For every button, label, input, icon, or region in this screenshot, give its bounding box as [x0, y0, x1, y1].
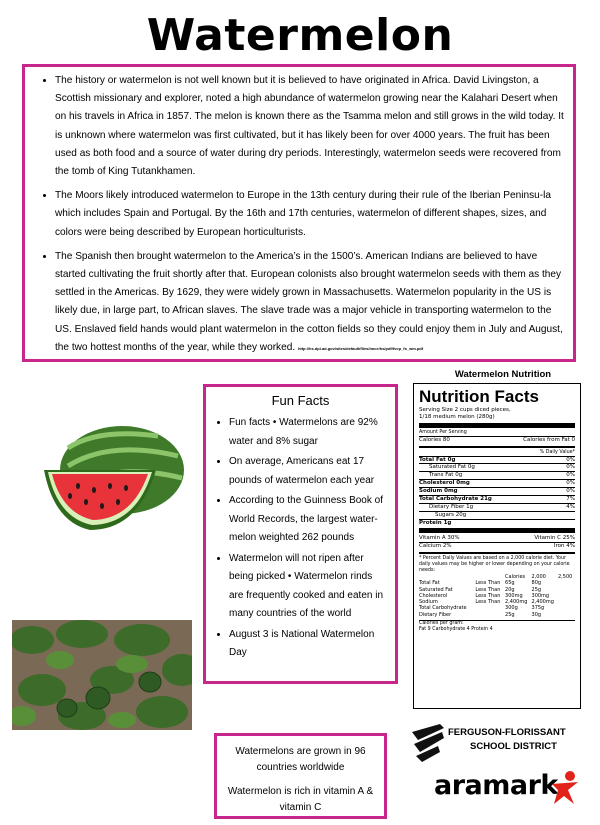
fun-facts-title: Fun Facts [271, 393, 330, 408]
table-cell: Less Than [475, 592, 501, 599]
mineral-row [419, 542, 575, 550]
history-paragraph-text: The Spanish then brought watermelon to the America’s in the 1500’s. American Indians are believed to have started cultivating the fruit shortly after that. European colonists also brought watermelon seeds with them as they settled in the Americas. By 1629, they were widely grown in Massachusetts. Watermelon popularity in the US is likely due, in large part, to African slaves. The slave trade was a major vehicle in transporting watermelon to the US. Enslaved field hands would plant watermelon in the cotton fields so they could enjoy them in July and August, the two hottest months of the year, while they worked. [55, 250, 563, 353]
serving-size-2: 1/18 medium melon (280g) [419, 413, 495, 420]
calories-from-fat: Calories from Fat 0 [523, 436, 575, 443]
grown-facts-box [214, 733, 387, 819]
nutrition-facts-title: Nutrition Facts [419, 387, 539, 406]
nutrient-dv: 0% [566, 472, 575, 479]
nutrient-dv: 0% [566, 488, 575, 495]
vitamin-c: Vitamin C 25% [534, 535, 575, 542]
fun-fact-item: • On average, Americans eat 17 pounds of watermelon each year [229, 453, 389, 490]
table-cell: 25g [505, 611, 515, 618]
school-line-2: SCHOOL DISTRICT [470, 741, 557, 752]
nutrient-label: Trans Fat 0g [429, 472, 463, 479]
fun-fact-item: • Fun facts • Watermelons are 92% water and 8% sugar [229, 414, 389, 451]
table-row-label: Total Fat [419, 580, 440, 587]
table-cell: 2,400mg [505, 599, 528, 606]
nutrient-dv: 0% [566, 480, 575, 487]
history-box [22, 64, 576, 362]
nutrient-rows [419, 456, 575, 519]
table-cell: 25g [531, 586, 542, 593]
table-cell: 65g [505, 580, 515, 587]
aramark-logo-text: aramark [434, 770, 558, 801]
nutrient-row [419, 463, 575, 471]
cal-per-gram-values: Fat 9 Carbohydrate 4 Protein 4 [419, 626, 493, 632]
nutrient-label: Total Carbohydrate 21g [419, 495, 492, 502]
history-paragraph [55, 248, 565, 358]
history-paragraph: • The Moors likely introduced watermelon to Europe in the 13th century during their rule of the Iberian Peninsu-la which includes Spain and Portugal. By the 16th and 17th centuries, watermelon of different shapes, sizes, and colors were being described by European horticulturists. [55, 187, 565, 242]
history-paragraph: • The history or watermelon is not well known but it is believed to have originated in Africa. David Livingston, a Scottish missionary and explorer, noted a high abundance of watermelon growing near the Kalahari Desert when on his travels in Africa in 1857. The melon is known there as the Tsamma melon and still grows in the wild today. It is unknown where watermelon was first cultivated, but it has likely been for over 4000 years. The fruit has been used as both food and a source of water during dry periods. Interestingly, watermelon seeds were recovered from the tomb of King Tutankhamen. [55, 72, 565, 181]
nutrient-row [419, 456, 575, 464]
table-cell: 30g [531, 611, 542, 618]
nutrition-facts-label [413, 383, 581, 709]
vitamin-a: Vitamin A 30% [419, 535, 460, 542]
table-cell: 300mg [531, 592, 550, 599]
nutrient-label: Sodium 0mg [419, 488, 458, 495]
nutrient-row [419, 503, 575, 511]
nutrient-row [419, 471, 575, 479]
history-list [33, 72, 565, 358]
nutrient-label: Total Fat 0g [419, 456, 456, 463]
protein: Protein 1g [419, 519, 452, 526]
cal-per-gram: Calories per gram: [419, 620, 575, 627]
amount-per-serving: Amount Per Serving [419, 429, 467, 435]
serving-size: Serving Size 2 cups diced pieces, [419, 407, 511, 413]
nutrient-label: Saturated Fat 0g [429, 464, 475, 471]
iron: Iron 4% [553, 543, 575, 550]
nutrient-dv: 0% [566, 464, 575, 471]
table-cell: 300g [505, 605, 518, 612]
grown-fact: Watermelons are grown in 96 countries worldwide [235, 746, 366, 773]
nutrition-heading: Watermelon Nutrition [454, 369, 552, 380]
dv-header: % Daily Value* [539, 449, 575, 455]
table-row-label: Cholesterol [419, 592, 448, 599]
table-cell: Less Than [475, 580, 501, 587]
table-cell: 300mg [505, 592, 523, 599]
table-cell: 2,400mg [531, 599, 554, 606]
vitamin-fact: Watermelon is rich in vitamin A & vitamin C [227, 786, 374, 813]
nutrient-row [419, 495, 575, 503]
nutrient-dv: 0% [566, 456, 575, 463]
table-cell [475, 612, 505, 618]
fun-facts-list [212, 414, 389, 663]
table-header-cell: 2,000 [531, 574, 546, 581]
fun-fact-item: • According to the Guinness Book of World Records, the largest water-melon weighted 262 pounds [229, 492, 389, 548]
calories: Calories 80 [419, 436, 450, 443]
nutrient-row [419, 511, 575, 519]
medium-divider [419, 552, 575, 554]
table-cell: 80g [531, 580, 542, 587]
calcium: Calcium 2% [419, 543, 452, 550]
nutrient-dv: 7% [566, 495, 575, 502]
fun-fact-item: • August 3 is National Watermelon Day [229, 626, 389, 663]
table-header-cell: 2,500 [558, 574, 573, 581]
vitamin-row [419, 535, 575, 542]
page-title: Watermelon [146, 10, 454, 61]
thick-divider [419, 423, 575, 428]
daily-values-table [419, 574, 575, 618]
calories-row [419, 436, 575, 444]
footnote: * Percent Daily Values are based on a 2,000 calorie diet. Your daily values may be higher or lower depending on your calorie needs: [419, 556, 570, 574]
table-row-label: Dietary Fiber [419, 611, 452, 618]
source-url[interactable]: http://hs.dpi.ad.gov/sites/default/files/imce/hs/pdf/fvcp_fs_wm.pdf [297, 345, 424, 351]
nutrient-label: Dietary Fiber 1g [429, 503, 474, 510]
nutrient-dv: 4% [566, 503, 575, 510]
table-header-cell: Calories [505, 574, 526, 581]
aramark-star-person-icon [548, 770, 582, 806]
nutrient-row [419, 487, 575, 495]
nutrient-label: Sugars 20g [435, 511, 467, 518]
table-cell: 375g [531, 605, 545, 612]
nutrient-row [419, 479, 575, 487]
school-district-name [448, 726, 566, 754]
thick-divider [419, 528, 575, 533]
table-cell: 20g [505, 586, 515, 593]
table-row [419, 612, 575, 618]
watermelon-vine-photo [12, 620, 192, 730]
nutrient-label: Cholesterol 0mg [419, 480, 470, 487]
watermelon-slice-photo [38, 418, 190, 536]
fun-facts-box [203, 384, 398, 684]
table-cell: Less Than [475, 599, 501, 606]
school-line-1: FERGUSON-FLORISSANT [448, 727, 566, 738]
table-row-label: Sodium [419, 599, 438, 606]
table-row-label: Total Carbohydrate [419, 605, 467, 612]
medium-divider [419, 446, 575, 448]
table-row-label: Saturated Fat [419, 586, 453, 593]
fun-fact-item: • Watermelon will not ripen after being picked • Watermelon rinds are frequently cooked and eaten in many countries of the world [229, 550, 389, 624]
table-cell: Less Than [475, 586, 501, 593]
protein-row [419, 519, 575, 527]
